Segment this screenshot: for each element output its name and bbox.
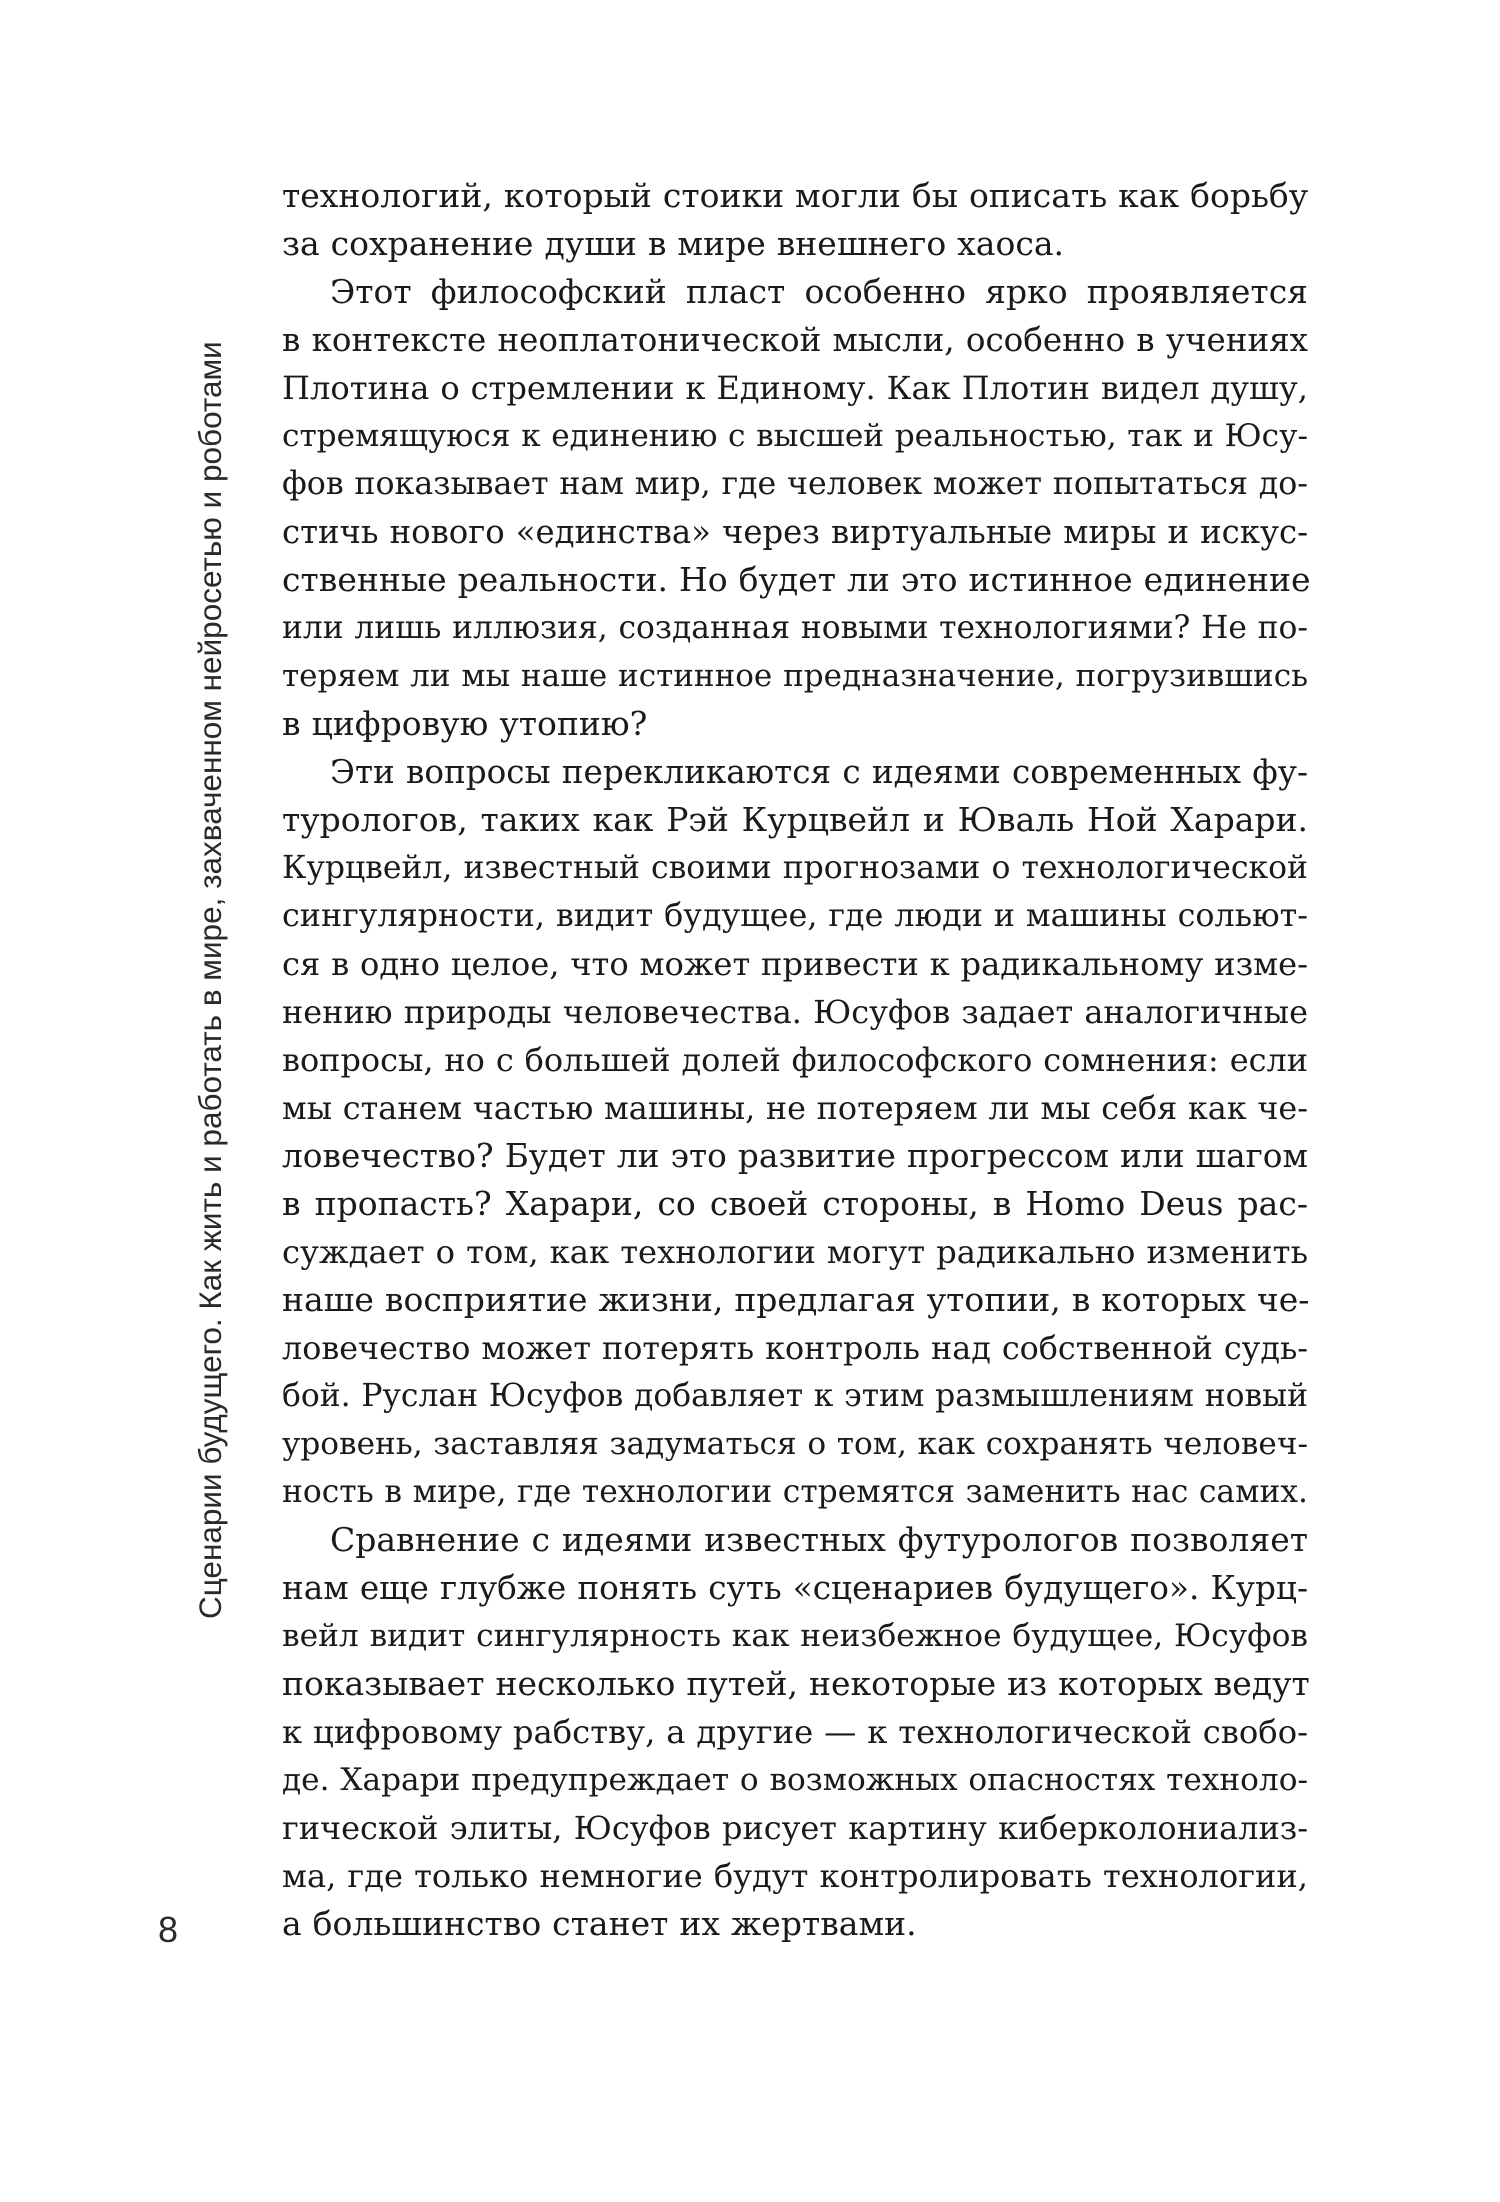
text-line: Сравнение с идеями известных футурологов позволяет (330, 1520, 1308, 1559)
text-line: ственные реальности. Но будет ли это истинное единение (282, 560, 1311, 599)
text-line: а большинство станет их жертвами. (282, 1904, 917, 1943)
text-line: суждает о том, как технологии могут радикально изменить (282, 1233, 1308, 1271)
text-line: Плотина о стремлении к Единому. Как Плотин видел душу, (282, 369, 1308, 407)
text-line: ся в одно целое, что может привести к радикальному изме- (282, 945, 1308, 983)
running-head: Сценарии будущего. Как жить и работать в мире, захваченном нейросетью и роботами (192, 341, 228, 1619)
text-line: Этот философский пласт особенно ярко проявляется (330, 272, 1308, 311)
text-line: наше восприятие жизни, предлагая утопии, в которых че- (282, 1280, 1310, 1319)
body-text (282, 172, 1311, 1948)
text-line: нам еще глубже понять суть «сценариев будущего». Курц- (282, 1569, 1308, 1607)
paragraph (282, 748, 1308, 1516)
text-line: ма, где только немногие будут контролировать технологии, (282, 1857, 1308, 1895)
text-line: ловечество? Будет ли это развитие прогрессом или шагом (282, 1137, 1308, 1175)
text-line: Эти вопросы перекликаются с идеями современных фу- (330, 753, 1308, 791)
text-line: нению природы человечества. Юсуфов задает аналогичные (282, 993, 1308, 1031)
text-line: показывает несколько путей, некоторые из которых ведут (282, 1664, 1310, 1703)
text-line: или лишь иллюзия, созданная новыми технологиями? Не по- (282, 610, 1308, 646)
text-line: за сохранение души в мире внешнего хаоса. (282, 224, 1064, 263)
page-number: 8 (158, 1909, 179, 1950)
text-line: в пропасть? Харари, со своей стороны, в Homo Deus рас- (282, 1184, 1308, 1223)
text-line: к цифровому рабству, а другие — к технологической свобо- (282, 1713, 1308, 1751)
text-line: ловечество может потерять контроль над собственной судь- (282, 1329, 1308, 1367)
paragraph (282, 1516, 1308, 1948)
text-line: де. Харари предупреждает о возможных опасностях техноло- (282, 1762, 1308, 1798)
text-line: фов показывает нам мир, где человек может попытаться до- (282, 466, 1308, 502)
text-line: ность в мире, где технологии стремятся заменить нас самих. (282, 1474, 1308, 1510)
text-line: стичь нового «единства» через виртуальные миры и искус- (282, 513, 1308, 551)
text-line: уровень, заставляя задуматься о том, как сохранять человеч- (282, 1426, 1308, 1462)
text-line: в контексте неоплатонической мысли, особенно в учениях (282, 321, 1308, 359)
text-line: вопросы, но с большей долей философского сомнения: если (282, 1041, 1308, 1079)
text-line: стремящуюся к единению с высшей реальностью, так и Юсу- (282, 418, 1308, 454)
text-line: бой. Руслан Юсуфов добавляет к этим размышлениям новый (282, 1378, 1308, 1414)
text-line: в цифровую утопию? (282, 704, 648, 743)
text-line: сингулярности, видит будущее, где люди и машины сольют- (282, 898, 1308, 934)
paragraph (282, 172, 1308, 268)
text-line: мы станем частью машины, не потеряем ли мы себя как че- (282, 1089, 1308, 1127)
text-line: теряем ли мы наше истинное предназначение, погрузившись (282, 658, 1308, 694)
text-line: турологов, таких как Рэй Курцвейл и Юваль Ной Харари. (282, 800, 1308, 839)
paragraph (282, 268, 1311, 748)
text-line: вейл видит сингулярность как неизбежное будущее, Юсуфов (282, 1618, 1308, 1654)
text-line: технологий, который стоики могли бы описать как борьбу (282, 176, 1309, 215)
text-line: Курцвейл, известный своими прогнозами о технологической (282, 850, 1308, 886)
text-line: гической элиты, Юсуфов рисует картину киберколониализ- (282, 1809, 1308, 1847)
